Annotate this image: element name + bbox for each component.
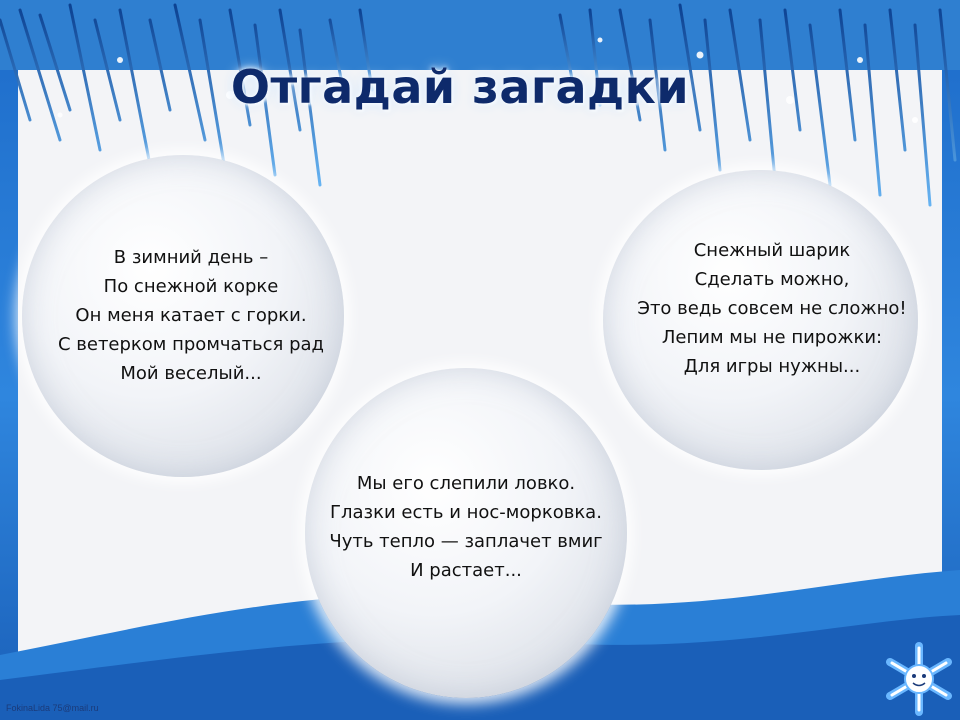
riddle-right [612, 236, 932, 381]
riddle-line: Снежный шарик [693, 240, 851, 261]
riddle-line: И растает... [410, 560, 522, 581]
footer-credit: FokinaLida 75@mail.ru [6, 703, 99, 713]
riddle-line: Это ведь совсем не сложно! [637, 298, 907, 319]
riddle-line: Лепим мы не пирожки: [661, 327, 883, 348]
riddle-line: Чуть тепло — заплачет вмиг [329, 531, 603, 552]
riddle-line: В зимний день – [113, 247, 269, 268]
riddle-line: Глазки есть и нос-морковка. [330, 502, 602, 523]
riddle-line: Мы его слепили ловко. [356, 473, 576, 494]
riddle-line: Сделать можно, [694, 269, 850, 290]
riddle-line: Для игры нужны... [683, 356, 861, 377]
riddle-line: Мой веселый... [120, 363, 262, 384]
slide-title: Отгадай загадки [230, 60, 690, 114]
riddle-middle [305, 469, 627, 585]
snowflake-icon [880, 640, 958, 718]
riddle-line: С ветерком промчаться рад [57, 334, 325, 355]
riddle-line: Он меня катает с горки. [75, 305, 307, 326]
riddle-left [30, 243, 352, 388]
riddle-line: По снежной корке [103, 276, 279, 297]
